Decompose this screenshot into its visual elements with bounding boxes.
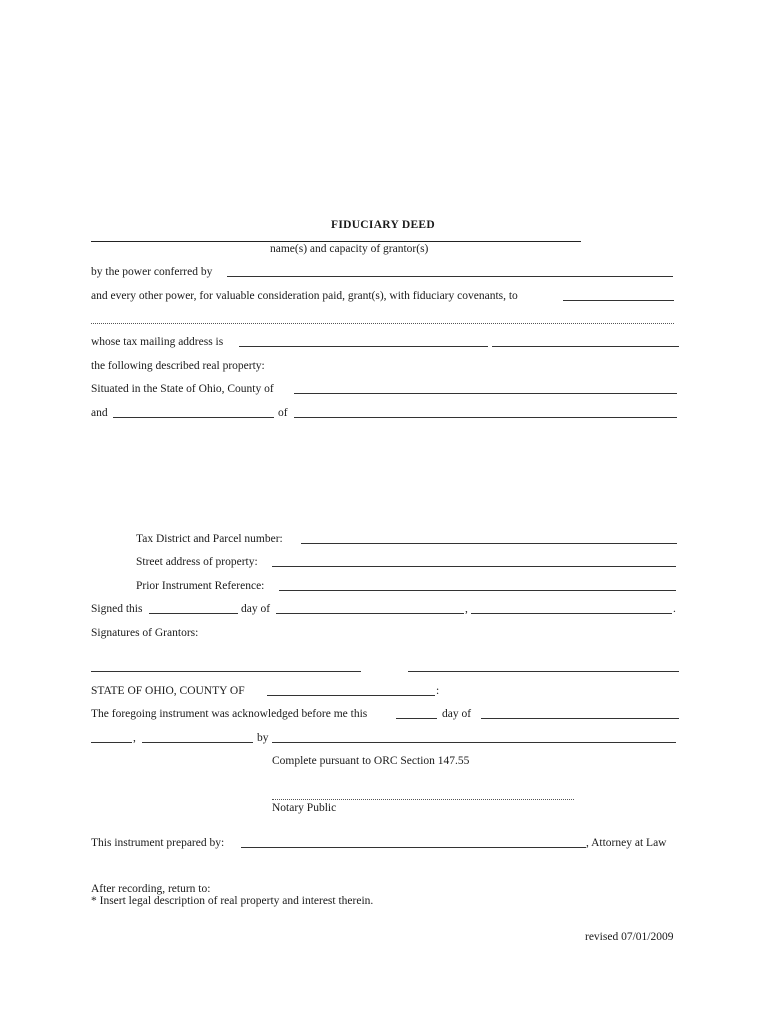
notary-public-label: Notary Public	[272, 802, 337, 814]
street-address-field[interactable]	[272, 566, 676, 567]
grantee-continuation-line[interactable]	[91, 323, 674, 324]
document-title: FIDUCIARY DEED	[331, 219, 435, 231]
power-conferred-label: by the power conferred by	[91, 266, 213, 278]
grantor-signature-line-2[interactable]	[408, 671, 679, 672]
property-intro: the following described real property:	[91, 360, 265, 372]
revision-date: revised 07/01/2009	[585, 931, 674, 943]
consideration-label: and every other power, for valuable consideration paid, grant(s), with fiduciary covenants, to	[91, 290, 518, 302]
signed-day-of-label: day of	[241, 603, 271, 615]
signed-this-label: Signed this	[91, 603, 143, 615]
notary-county-field[interactable]	[267, 695, 435, 696]
grantor-caption: name(s) and capacity of grantor(s)	[270, 243, 429, 255]
after-recording-label: After recording, return to:	[91, 883, 211, 895]
ack-month-field[interactable]	[481, 718, 679, 719]
signed-month-field[interactable]	[276, 613, 464, 614]
street-address-label: Street address of property:	[136, 556, 258, 568]
grantee-field[interactable]	[563, 300, 674, 301]
prepared-by-label: This instrument prepared by:	[91, 837, 225, 849]
county-field[interactable]	[294, 393, 677, 394]
notary-colon: :	[436, 685, 440, 697]
state-county-label: STATE OF OHIO, COUNTY OF	[91, 685, 245, 697]
situated-label: Situated in the State of Ohio, County of	[91, 383, 274, 395]
tax-mailing-address-label: whose tax mailing address is	[91, 336, 224, 348]
tax-mailing-address-field-2[interactable]	[492, 346, 679, 347]
prior-instrument-label: Prior Instrument Reference:	[136, 580, 265, 592]
power-conferred-field[interactable]	[227, 276, 673, 277]
tax-district-label: Tax District and Parcel number:	[136, 533, 283, 545]
ack-by-field[interactable]	[272, 742, 676, 743]
attorney-label: , Attorney at Law	[586, 837, 667, 849]
ack-year-prefix-field[interactable]	[91, 742, 132, 743]
ack-day-field[interactable]	[396, 718, 437, 719]
signed-day-field[interactable]	[149, 613, 238, 614]
ack-day-of-label: day of	[442, 708, 472, 720]
ack-by-label: by	[257, 732, 269, 744]
grantor-signature-line-1[interactable]	[91, 671, 361, 672]
signed-period: .	[673, 603, 676, 615]
prepared-by-field[interactable]	[241, 847, 586, 848]
signed-year-field[interactable]	[471, 613, 672, 614]
ack-comma: ,	[133, 732, 136, 744]
acknowledged-label: The foregoing instrument was acknowledged before me this	[91, 708, 368, 720]
of-label: of	[278, 407, 288, 419]
municipality-field[interactable]	[294, 417, 677, 418]
orc-note: Complete pursuant to ORC Section 147.55	[272, 755, 470, 767]
signatures-label: Signatures of Grantors:	[91, 627, 199, 639]
tax-district-field[interactable]	[301, 543, 677, 544]
signed-comma: ,	[465, 603, 468, 615]
prior-instrument-field[interactable]	[279, 590, 676, 591]
legal-description-note: * Insert legal description of real property and interest therein.	[91, 895, 374, 907]
tax-mailing-address-field-1[interactable]	[239, 346, 488, 347]
and-label: and	[91, 407, 108, 419]
notary-signature-line[interactable]	[272, 799, 574, 800]
ack-year-field[interactable]	[142, 742, 253, 743]
township-field[interactable]	[113, 417, 274, 418]
